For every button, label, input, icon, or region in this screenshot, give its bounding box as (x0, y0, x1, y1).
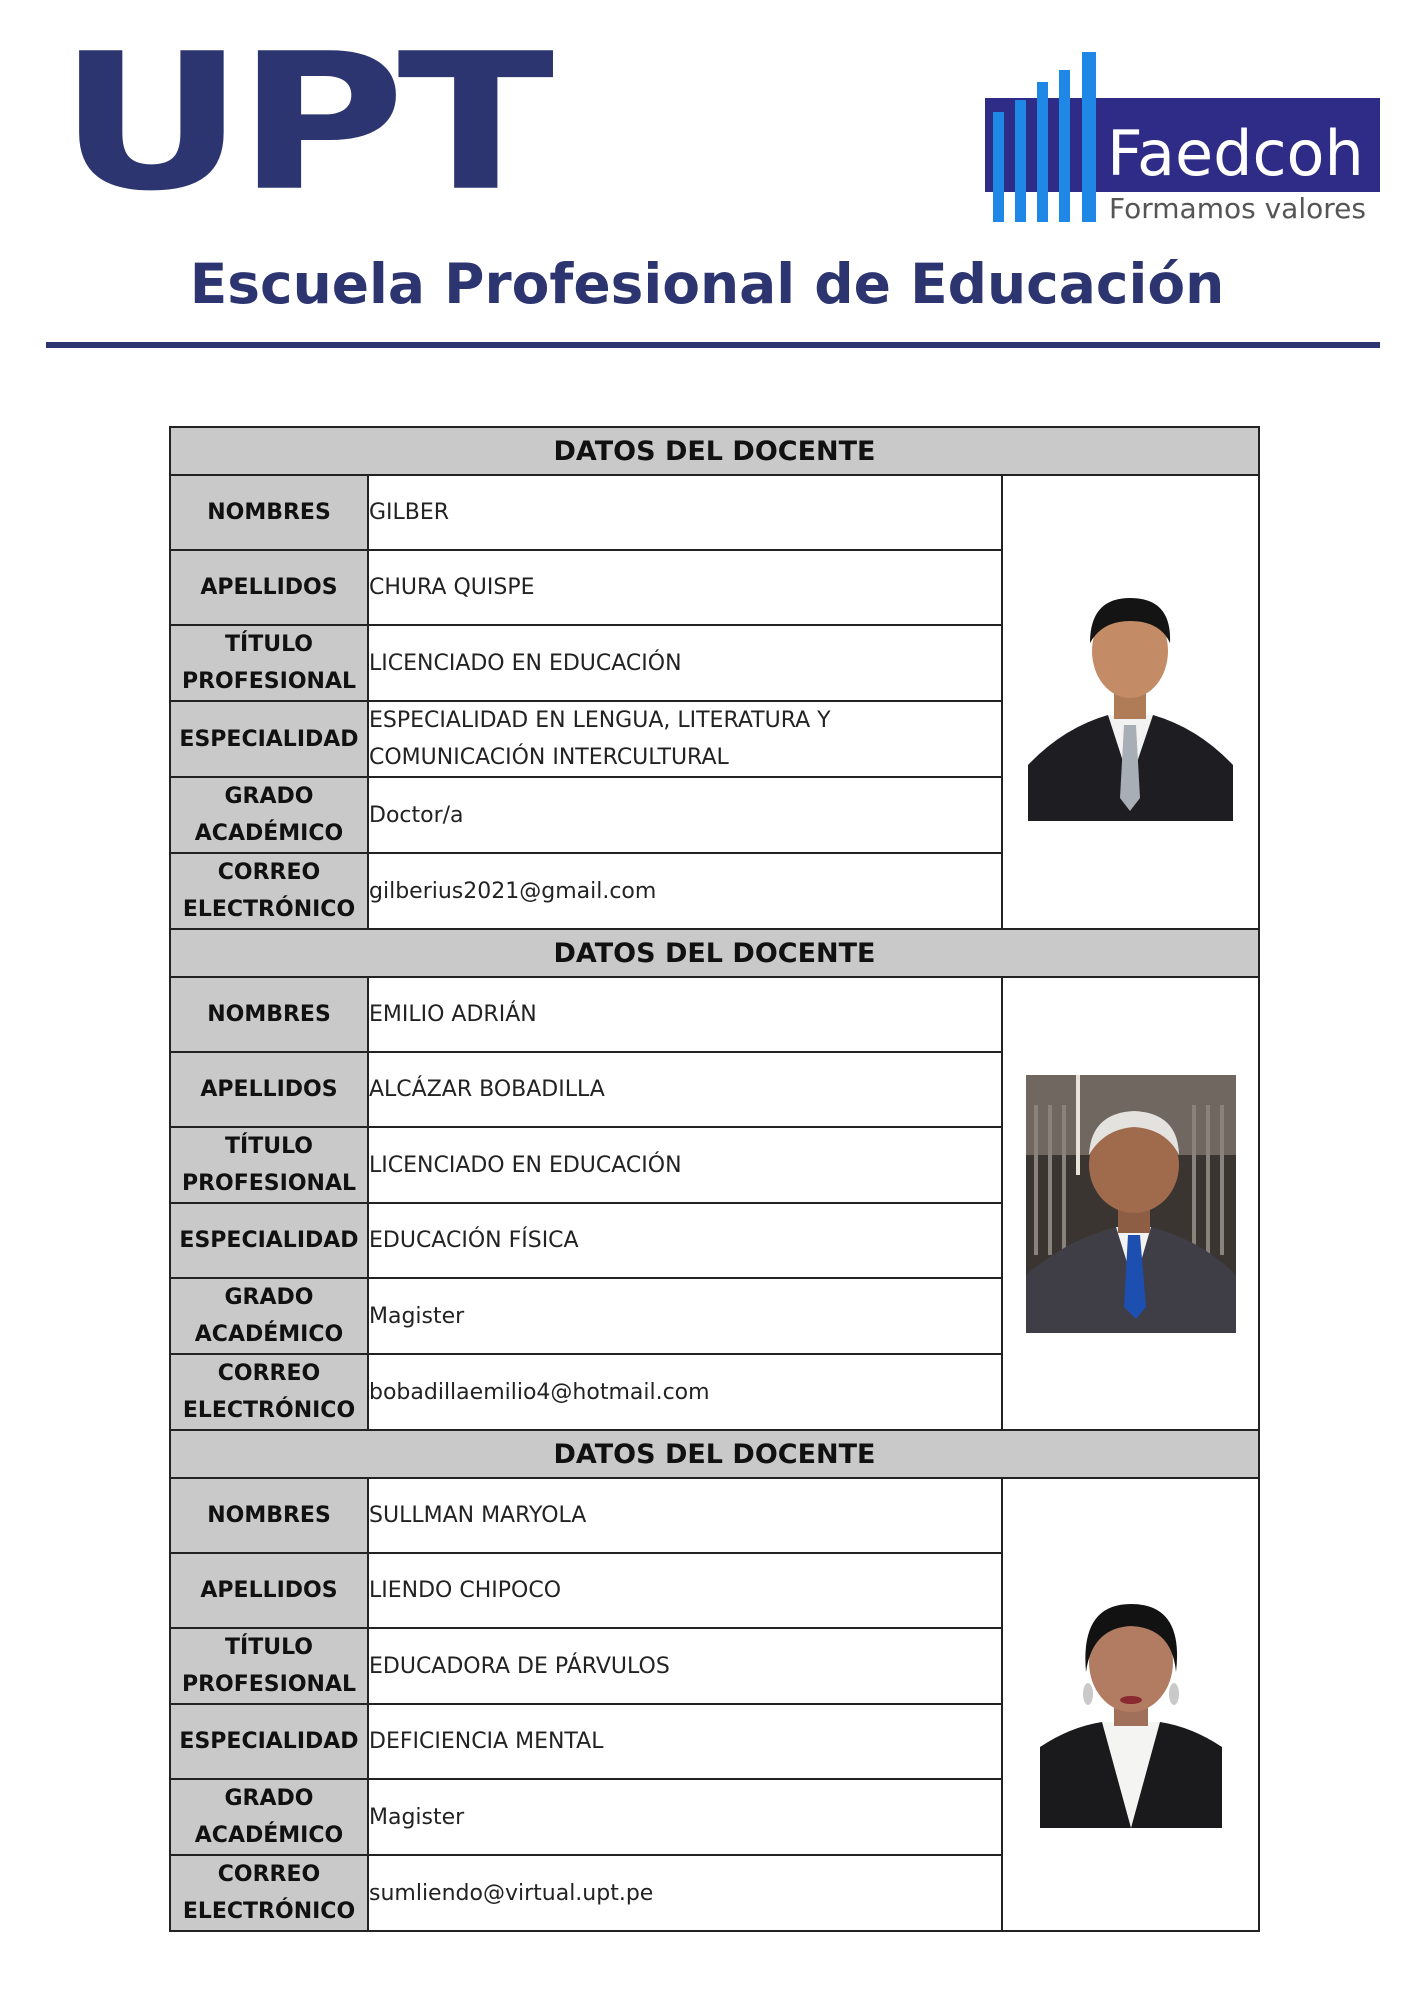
titulo-label-line1: TÍTULO (225, 1635, 313, 1660)
especialidad-value (368, 701, 1002, 777)
teacher-photo (1028, 583, 1233, 821)
table-row (170, 1478, 1259, 1553)
titulo-value: LICENCIADO EN EDUCACIÓN (368, 625, 1002, 701)
especialidad-value-line1: ESPECIALIDAD EN LENGUA, LITERATURA Y (369, 708, 831, 733)
especialidad-value: DEFICIENCIA MENTAL (368, 1704, 1002, 1779)
especialidad-value-line2: COMUNICACIÓN INTERCULTURAL (369, 745, 729, 770)
apellidos-value: CHURA QUISPE (368, 550, 1002, 625)
teachers-table (169, 426, 1260, 1932)
grado-label-line2: ACADÉMICO (194, 821, 344, 846)
table-row (170, 977, 1259, 1052)
titulo-value: LICENCIADO EN EDUCACIÓN (368, 1127, 1002, 1203)
titulo-label (170, 1628, 368, 1704)
titulo-label-line2: PROFESIONAL (181, 1171, 356, 1196)
titulo-label-line2: PROFESIONAL (181, 669, 356, 694)
titulo-label (170, 1127, 368, 1203)
faedcoh-logo (985, 52, 1380, 222)
page-title: Escuela Profesional de Educación (189, 252, 1225, 316)
nombres-label: NOMBRES (170, 1478, 368, 1553)
grado-label (170, 777, 368, 853)
section-header (170, 1430, 1259, 1478)
correo-label-line2: ELECTRÓNICO (182, 1899, 356, 1924)
nombres-value: SULLMAN MARYOLA (368, 1478, 1002, 1553)
especialidad-label: ESPECIALIDAD (170, 1203, 368, 1278)
apellidos-label: APELLIDOS (170, 1052, 368, 1127)
grado-label-line2: ACADÉMICO (194, 1823, 344, 1848)
nombres-value: EMILIO ADRIÁN (368, 977, 1002, 1052)
title-divider (46, 342, 1380, 348)
especialidad-label: ESPECIALIDAD (170, 701, 368, 777)
apellidos-label: APELLIDOS (170, 1553, 368, 1628)
grado-label-line1: GRADO (224, 1285, 314, 1310)
correo-value: bobadillaemilio4@hotmail.com (368, 1354, 1002, 1430)
teacher-photo (1026, 1075, 1236, 1333)
table-row (170, 475, 1259, 550)
grado-label (170, 1278, 368, 1354)
correo-label-line2: ELECTRÓNICO (182, 1398, 356, 1423)
grado-value: Magister (368, 1278, 1002, 1354)
especialidad-value: EDUCACIÓN FÍSICA (368, 1203, 1002, 1278)
apellidos-label: APELLIDOS (170, 550, 368, 625)
titulo-label (170, 625, 368, 701)
nombres-value: GILBER (368, 475, 1002, 550)
correo-label (170, 1354, 368, 1430)
titulo-label-line1: TÍTULO (225, 1134, 313, 1159)
section-header (170, 929, 1259, 977)
grado-label-line1: GRADO (224, 784, 314, 809)
correo-label-line2: ELECTRÓNICO (182, 897, 356, 922)
grado-label-line1: GRADO (224, 1786, 314, 1811)
correo-value: sumliendo@virtual.upt.pe (368, 1855, 1002, 1931)
grado-label (170, 1779, 368, 1855)
grado-value: Doctor/a (368, 777, 1002, 853)
section-title: DATOS DEL DOCENTE (170, 929, 1259, 977)
teacher-photo-cell (1002, 475, 1259, 929)
correo-label-line1: CORREO (217, 1361, 321, 1386)
nombres-label: NOMBRES (170, 475, 368, 550)
correo-label-line1: CORREO (217, 860, 321, 885)
titulo-label-line2: PROFESIONAL (181, 1672, 356, 1697)
correo-label-line1: CORREO (217, 1862, 321, 1887)
nombres-label: NOMBRES (170, 977, 368, 1052)
teacher-photo (1040, 1582, 1222, 1828)
section-title: DATOS DEL DOCENTE (170, 1430, 1259, 1478)
upt-logo: UPT (58, 13, 547, 233)
section-header (170, 427, 1259, 475)
grado-label-line2: ACADÉMICO (194, 1322, 344, 1347)
especialidad-label: ESPECIALIDAD (170, 1704, 368, 1779)
section-title: DATOS DEL DOCENTE (170, 427, 1259, 475)
titulo-value: EDUCADORA DE PÁRVULOS (368, 1628, 1002, 1704)
teacher-photo-cell (1002, 1478, 1259, 1931)
apellidos-value: LIENDO CHIPOCO (368, 1553, 1002, 1628)
titulo-label-line1: TÍTULO (225, 632, 313, 657)
correo-value: gilberius2021@gmail.com (368, 853, 1002, 929)
apellidos-value: ALCÁZAR BOBADILLA (368, 1052, 1002, 1127)
correo-label (170, 1855, 368, 1931)
teacher-photo-cell (1002, 977, 1259, 1430)
grado-value: Magister (368, 1779, 1002, 1855)
faedcoh-slogan: Formamos valores (1109, 192, 1366, 222)
faedcoh-name: Faedcoh (1107, 117, 1364, 190)
correo-label (170, 853, 368, 929)
